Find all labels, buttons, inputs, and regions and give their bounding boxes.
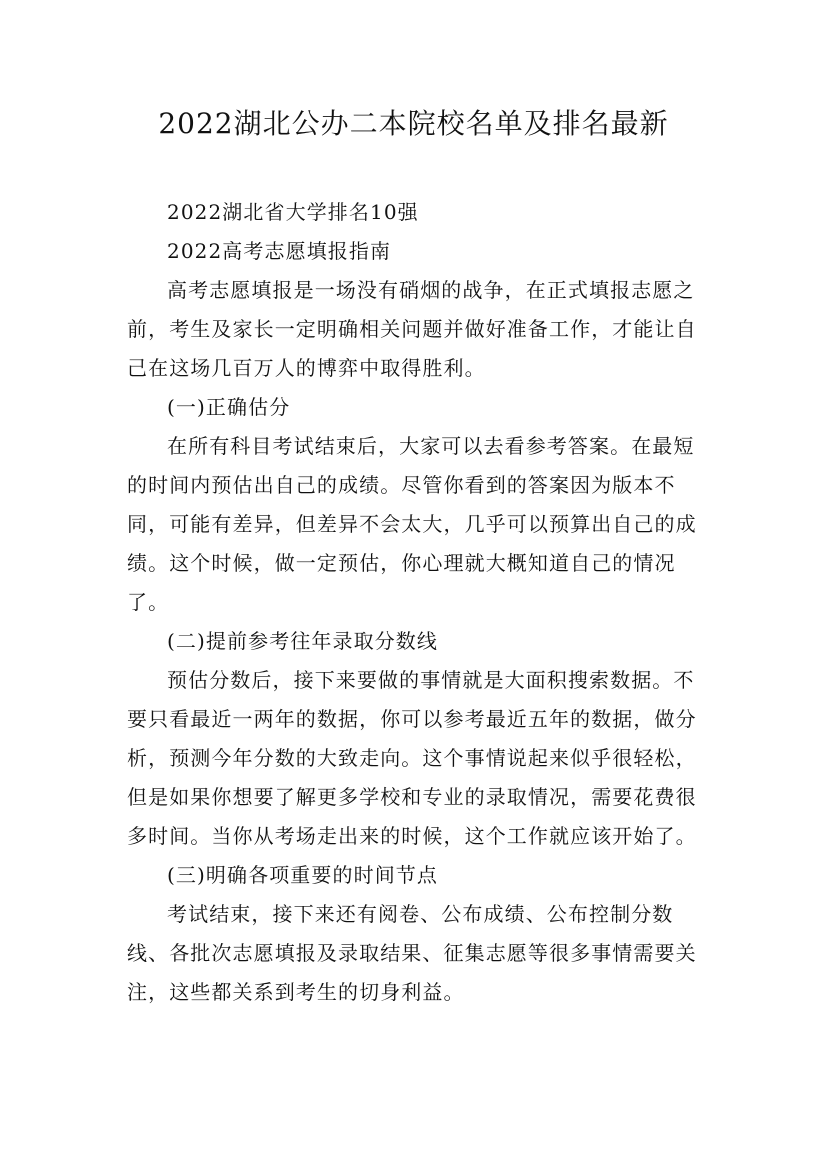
paragraph-estimate: 在所有科目考试结束后，大家可以去看参考答案。在最短的时间内预估出自己的成绩。尽管你看到的答案因为版本不同，可能有差异，但差异不会太大，几乎可以预算出自己的成绩。这个时候，做一定预估，你心理就大概知道自己的情况了。 (127, 434, 697, 614)
paragraph-timeline: 考试结束，接下来还有阅卷、公布成绩、公布控制分数线、各批次志愿填报及录取结果、征集志愿等很多事情需要关注，这些都关系到考生的切身利益。 (127, 902, 697, 1004)
section-heading-estimate: (一)正确估分 (167, 395, 291, 419)
section-heading-timeline: (三)明确各项重要的时间节点 (167, 863, 439, 887)
paragraph-intro: 高考志愿填报是一场没有硝烟的战争，在正式填报志愿之前，考生及家长一定明确相关问题并做好准备工作，才能让自己在这场几百万人的博弈中取得胜利。 (127, 278, 697, 380)
document-title: 2022湖北公办二本院校名单及排名最新 (158, 107, 669, 140)
section-heading-past-scores: (二)提前参考往年录取分数线 (167, 629, 439, 653)
paragraph-past-scores: 预估分数后，接下来要做的事情就是大面积搜索数据。不要只看最近一两年的数据，你可以参考最近五年的数据，做分析，预测今年分数的大致走向。这个事情说起来似乎很轻松，但是如果你想要了解更多学校和专业的录取情况，需要花费很多时间。当你从考场走出来的时候，这个工作就应该开始了。 (127, 668, 697, 848)
paragraph-guide-line: 2022高考志愿填报指南 (167, 239, 392, 263)
document-body (127, 193, 707, 1012)
paragraph-ranking-line: 2022湖北省大学排名10强 (167, 200, 419, 224)
